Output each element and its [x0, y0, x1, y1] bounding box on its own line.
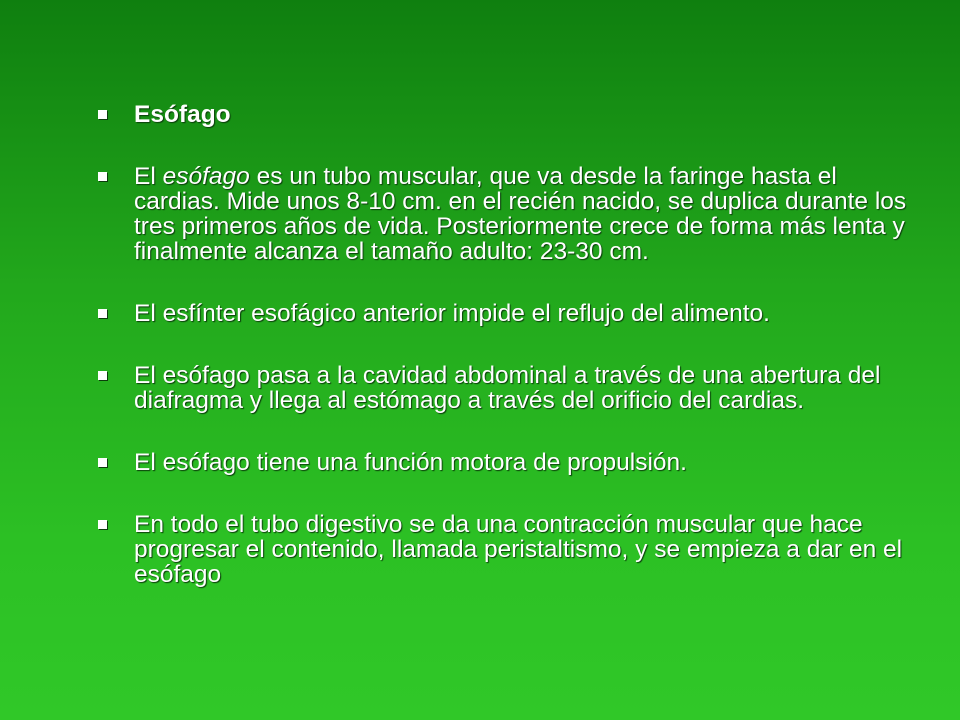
bullet-list [98, 102, 918, 587]
bullet-item [98, 512, 918, 587]
bullet-text-emphasis: esófago [162, 163, 250, 190]
bullet-text-post: es un tubo muscular, que va desde la faringe hasta el cardias. Mide unos 8-10 cm. en el recién nacido, se duplica durante los tres primeros años de vida. Posteriormente crece de forma más lenta y finalmente alcanza el tamaño adulto: 23-30 cm. [134, 163, 907, 265]
square-bullet-icon [98, 309, 107, 318]
bullet-text-pre: El [134, 163, 163, 190]
square-bullet-icon [98, 371, 107, 380]
square-bullet-icon [98, 458, 107, 467]
bullet-heading [98, 102, 918, 127]
square-bullet-icon [98, 520, 107, 529]
bullet-text: El esfínter esofágico anterior impide el reflujo del alimento. [134, 300, 770, 327]
bullet-text: El esófago pasa a la cavidad abdominal a través de una abertura del diafragma y llega al estómago a través del orificio del cardias. [134, 362, 881, 414]
bullet-item [98, 301, 918, 326]
bullet-item [98, 450, 918, 475]
bullet-text: El esófago tiene una función motora de propulsión. [134, 449, 687, 476]
bullet-text: Esófago [134, 101, 231, 128]
square-bullet-icon [98, 110, 107, 119]
bullet-item [98, 363, 918, 413]
square-bullet-icon [98, 172, 107, 181]
bullet-text: En todo el tubo digestivo se da una contracción muscular que hace progresar el contenido, llamada peristaltismo, y se empieza a dar en el esófago [134, 511, 903, 588]
bullet-item [98, 164, 918, 264]
